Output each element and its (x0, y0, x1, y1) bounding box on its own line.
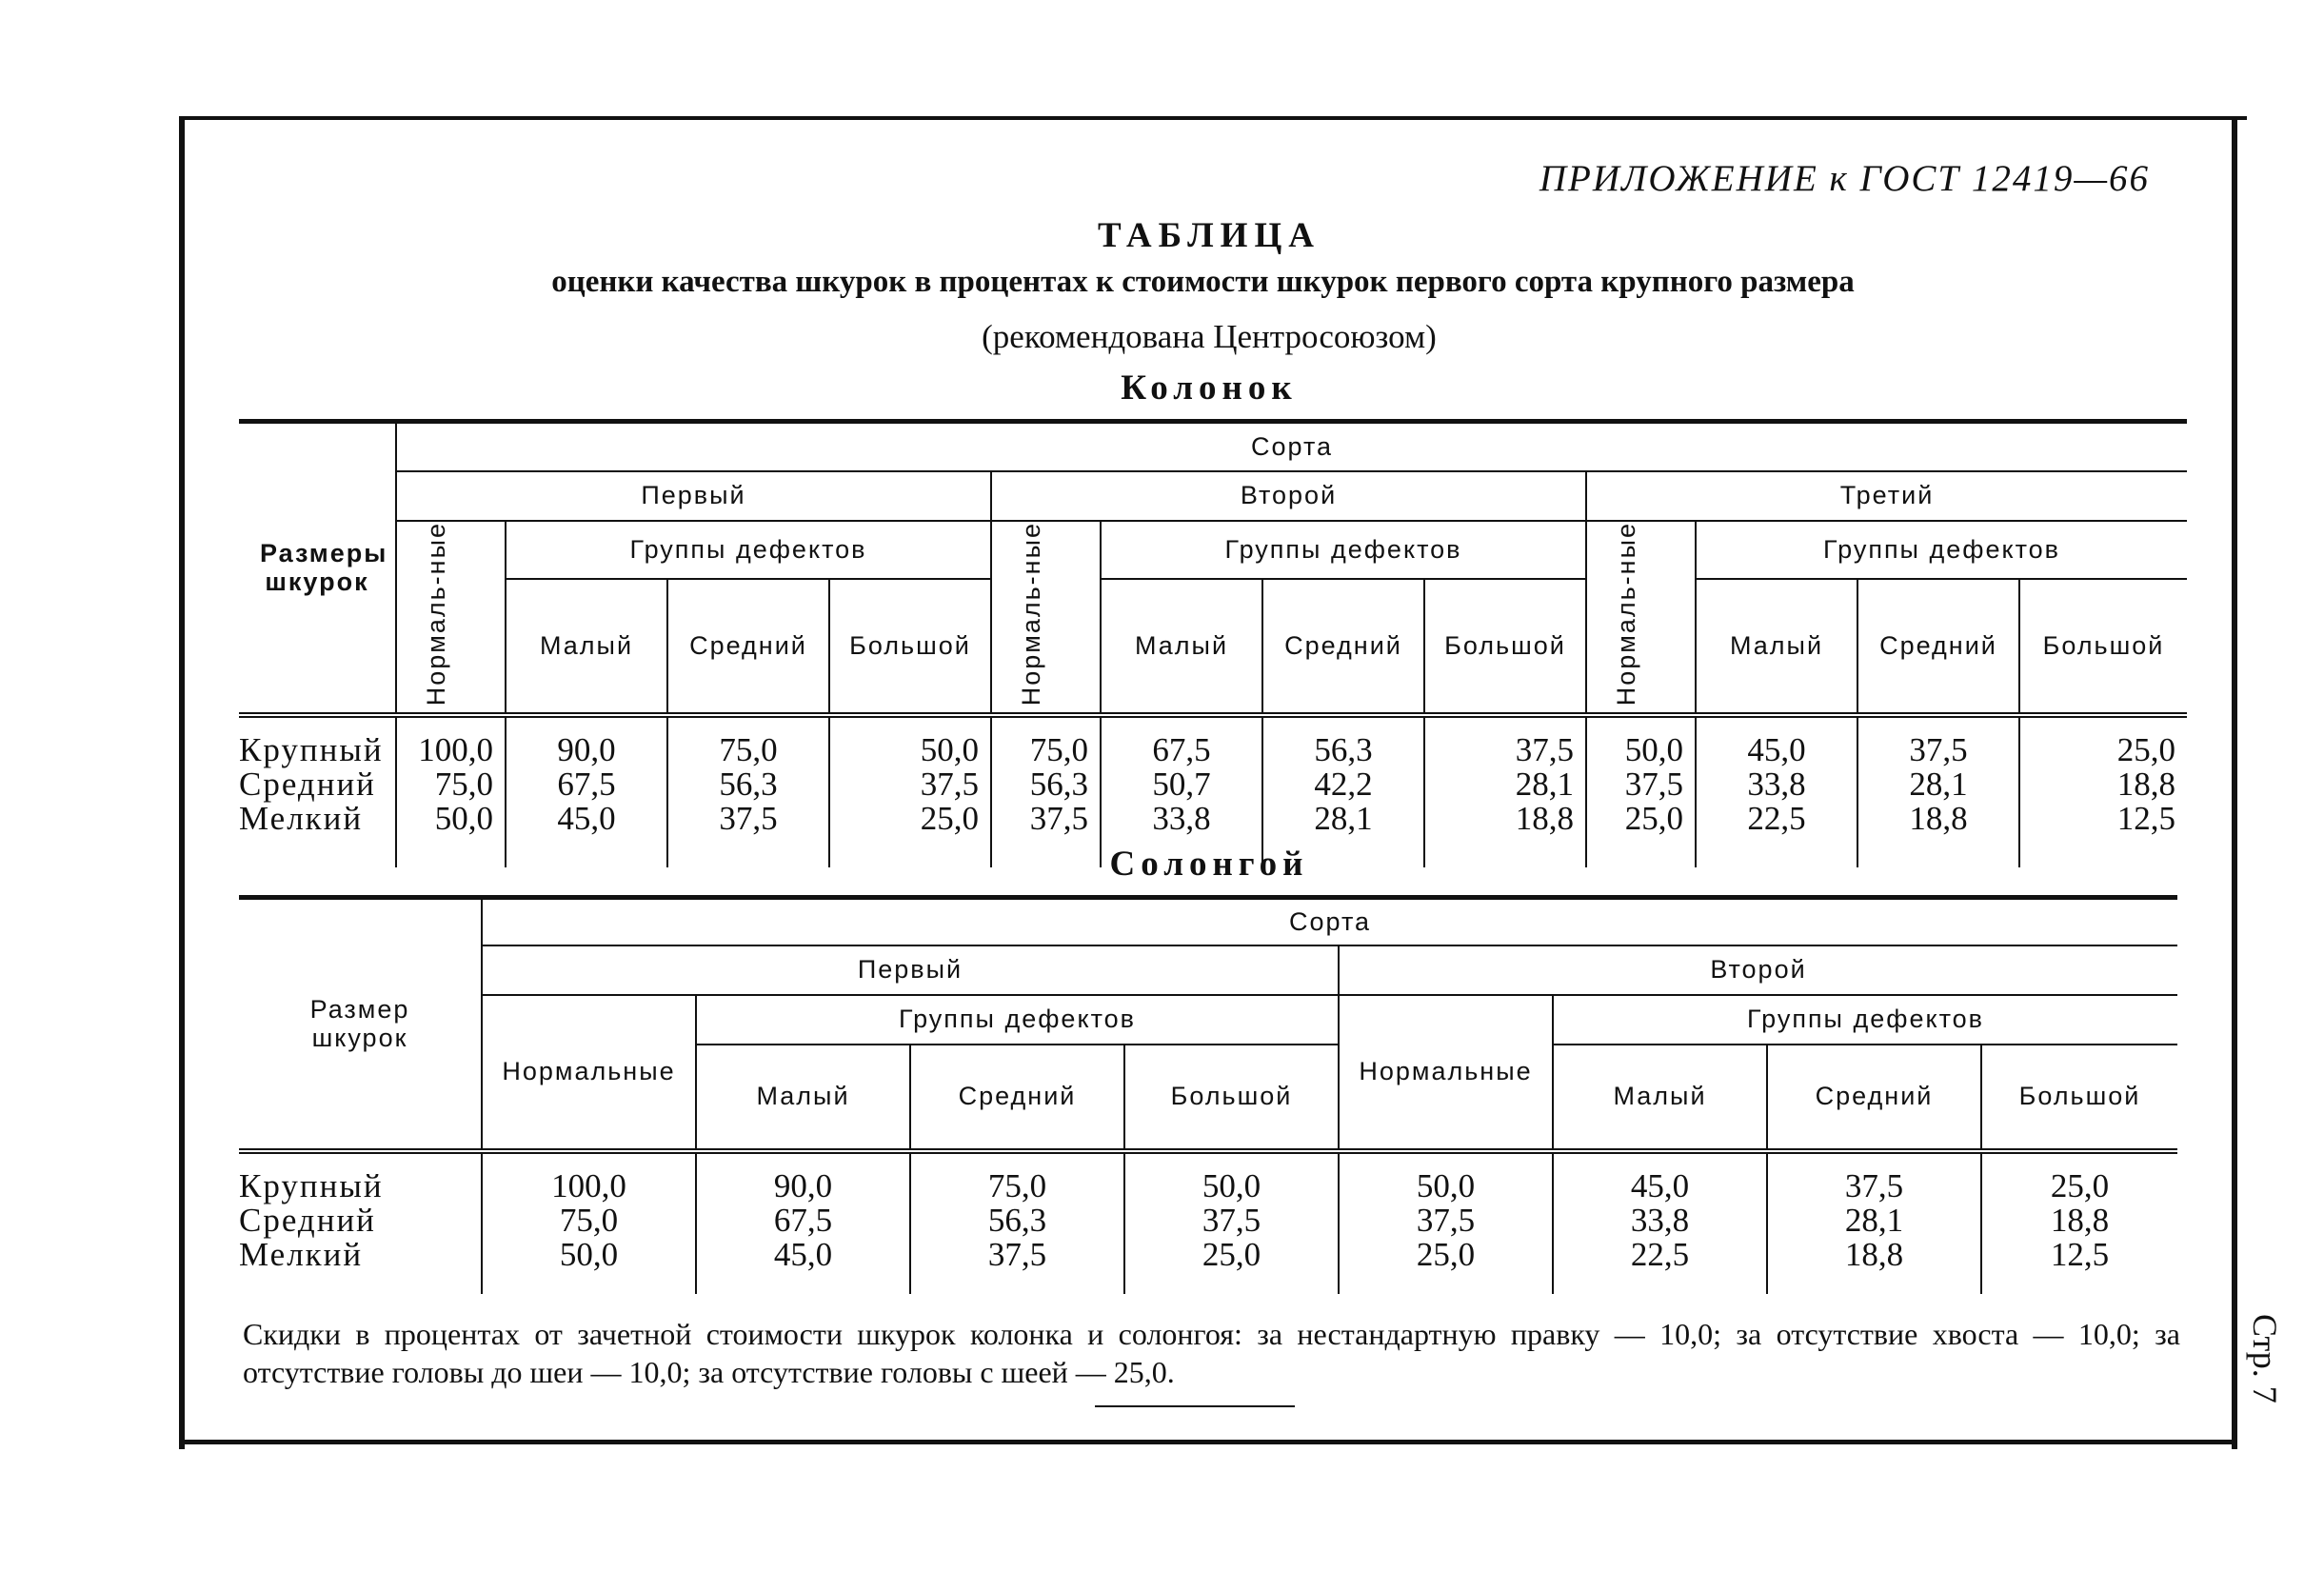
kolonok-table (239, 419, 2187, 867)
normal-header (1586, 521, 1696, 715)
value-column: 25,0 18,8 12,5 (1981, 1151, 2177, 1294)
size-header (239, 898, 482, 1151)
frame-bottom-line (179, 1440, 2237, 1444)
defect-type-header: Средний (1262, 579, 1424, 715)
defect-type-header: Средний (1857, 579, 2019, 715)
defect-type-header: Малый (1553, 1045, 1767, 1151)
value-column: 50,0 37,5 25,0 (1586, 715, 1696, 867)
value-column: 75,0 56,3 37,5 (991, 715, 1101, 867)
normal-header-text: Нормаль-ные (1016, 521, 1045, 706)
section-title-solongoy: Солонгой (1109, 845, 1309, 884)
document-subtitle: оценки качества шкурок в процентах к стоимости шкурок первого сорта крупного размера (551, 265, 1855, 299)
defect-type-header: Большой (2019, 579, 2187, 715)
value-column: 50,0 37,5 25,0 (1124, 1151, 1339, 1294)
normal-header: Нормальные (1339, 995, 1553, 1151)
value-column: 90,0 67,5 45,0 (506, 715, 667, 867)
defects-header: Группы дефектов (506, 521, 991, 579)
page-number-text: Стр. 7 (2246, 1314, 2284, 1403)
defects-header: Группы дефектов (1553, 995, 2177, 1045)
value-column: 37,5 28,1 18,8 (1857, 715, 2019, 867)
grade-header: Первый (482, 945, 1339, 995)
appendix-reference: ПРИЛОЖЕНИЕ к ГОСТ 12419—66 (1539, 158, 2150, 199)
normal-header: Нормальные (482, 995, 696, 1151)
size-labels: Крупный Средний Мелкий (239, 730, 384, 837)
defect-type-header: Средний (667, 579, 829, 715)
normal-header (991, 521, 1101, 715)
defect-type-header: Большой (1981, 1045, 2177, 1151)
value-column: 100,0 75,0 50,0 (482, 1151, 696, 1294)
value-column: 75,0 56,3 37,5 (667, 715, 829, 867)
defect-type-header: Средний (1767, 1045, 1981, 1151)
recommendation-note: (рекомендована Центросоюзом) (982, 318, 1437, 355)
grade-header: Первый (396, 471, 991, 521)
grade-header: Третий (1586, 471, 2187, 521)
defect-type-header: Большой (1424, 579, 1586, 715)
defect-type-header: Большой (829, 579, 991, 715)
value-column: 25,0 18,8 12,5 (2019, 715, 2187, 867)
normal-header-text: Нормаль-ные (1611, 521, 1640, 706)
solongoy-table (239, 895, 2177, 1294)
value-column: 56,3 42,2 28,1 (1262, 715, 1424, 867)
value-column: 90,0 67,5 45,0 (696, 1151, 910, 1294)
size-header-text: Размеры шкурок (260, 538, 388, 596)
value-column: 50,0 37,5 25,0 (1339, 1151, 1553, 1294)
defect-type-header: Малый (696, 1045, 910, 1151)
value-column: 37,5 28,1 18,8 (1767, 1151, 1981, 1294)
value-column: 50,0 37,5 25,0 (829, 715, 991, 867)
defects-header: Группы дефектов (696, 995, 1339, 1045)
discount-footnote: Скидки в процентах от зачетной стоимости шкурок колонка и солонгоя: за нестандартную правку — 10,0; за отсутствие хвоста — 10,0; за отсутствие головы до шеи — 10,0; за отсутствие головы с шеей — 25,0. (243, 1317, 2180, 1389)
grades-header: Сорта (482, 898, 2177, 945)
value-column: 100,0 75,0 50,0 (396, 715, 506, 867)
size-header-text: Размер шкурок (309, 994, 410, 1052)
frame-left-line (179, 116, 185, 1449)
value-column: 45,0 33,8 22,5 (1553, 1151, 1767, 1294)
closing-rule (1095, 1405, 1295, 1407)
page-number (2247, 1314, 2304, 1419)
grades-header: Сорта (396, 422, 2187, 471)
defect-type-header: Средний (910, 1045, 1124, 1151)
defects-header: Группы дефектов (1696, 521, 2187, 579)
size-header (239, 422, 396, 715)
value-column: 75,0 56,3 37,5 (910, 1151, 1124, 1294)
value-column: 37,5 28,1 18,8 (1424, 715, 1586, 867)
defect-type-header: Большой (1124, 1045, 1339, 1151)
frame-top-line (179, 116, 2247, 120)
grade-header: Второй (991, 471, 1586, 521)
value-column: 45,0 33,8 22,5 (1696, 715, 1857, 867)
section-title-kolonok: Колонок (1121, 368, 1298, 408)
defects-header: Группы дефектов (1101, 521, 1586, 579)
defect-type-header: Малый (1101, 579, 1262, 715)
defect-type-header: Малый (1696, 579, 1857, 715)
normal-header (396, 521, 506, 715)
normal-header-text: Нормаль-ные (421, 521, 450, 706)
frame-right-line (2232, 116, 2237, 1449)
defect-type-header: Малый (506, 579, 667, 715)
document-title: ТАБЛИЦА (1098, 216, 1321, 255)
grade-header: Второй (1339, 945, 2177, 995)
value-column: 67,5 50,7 33,8 (1101, 715, 1262, 867)
size-labels: Крупный Средний Мелкий (239, 1166, 384, 1273)
